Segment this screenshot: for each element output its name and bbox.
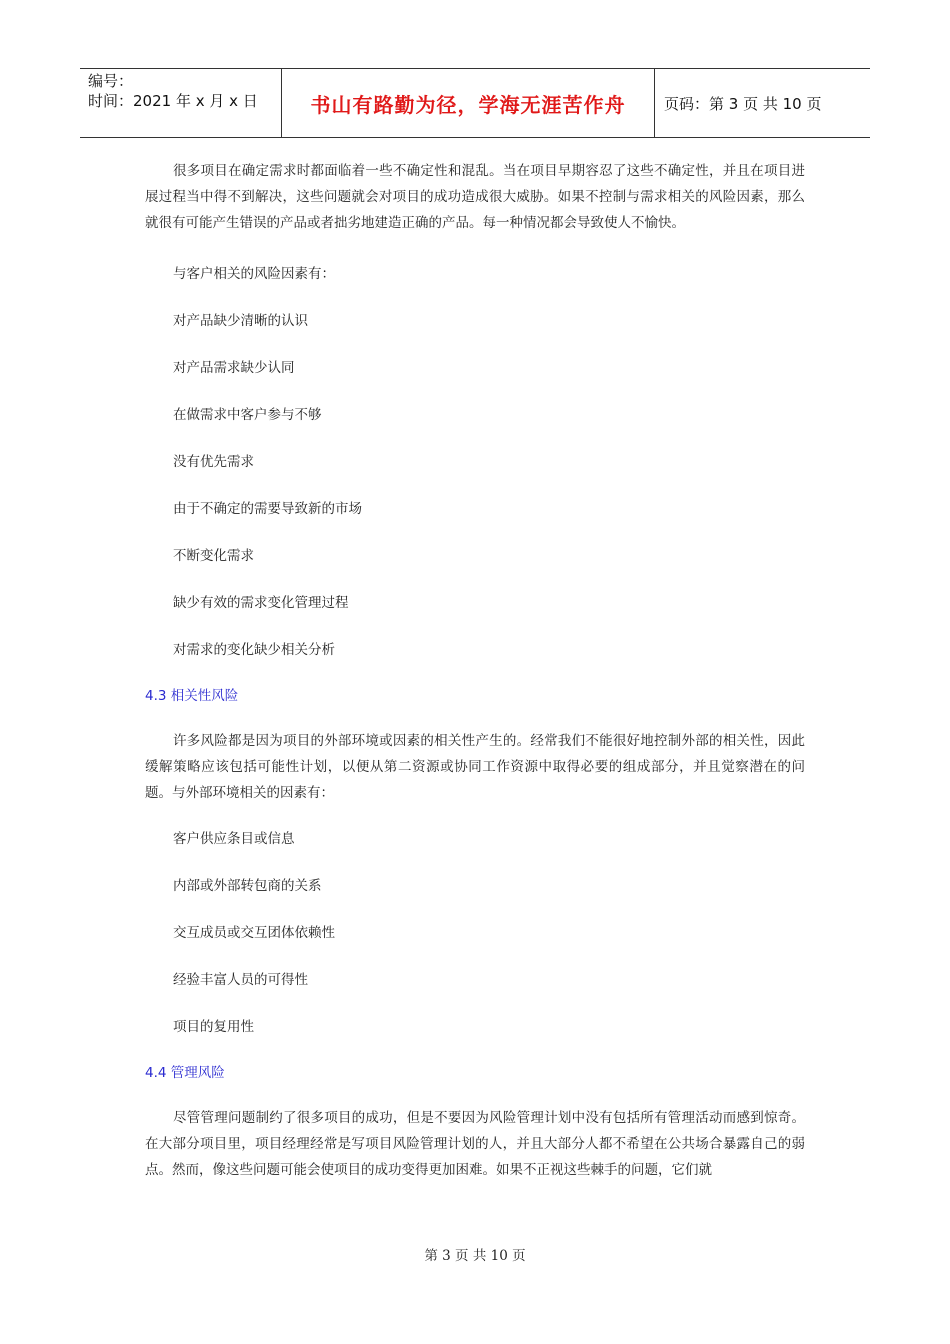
paragraph-dependency-risk: 许多风险都是因为项目的外部环境或因素的相关性产生的。经常我们不能很好地控制外部的相关性，因此缓解策略应该包括可能性计划，以便从第二资源或协同工作资源中取得必要的组成部分，并且觉察潜在的问题。与外部环境相关的因素有： [145,733,805,801]
customer-risks-intro: 与客户相关的风险因素有： [173,266,335,282]
section-number: 4.4 [145,1065,167,1081]
header-page-info: 页码：第 3 页 共 10 页 [664,94,822,113]
document-number-label: 编号： [88,72,134,90]
list-item: 客户供应条目或信息 [173,831,295,847]
paragraph-management-risk: 尽管管理问题制约了很多项目的成功，但是不要因为风险管理计划中没有包括所有管理活动而感到惊奇。在大部分项目里，项目经理经常是写项目风险管理计划的人，并且大部分人都不希望在公共场合暴露自己的弱点。然而，像这些问题可能会使项目的成功变得更加困难。如果不正视这些棘手的问题，它们就 [145,1110,805,1178]
section-title: 管理风险 [170,1065,225,1081]
section-number: 4.3 [145,688,167,704]
list-item: 不断变化需求 [173,548,254,564]
document-body [145,158,805,1183]
paragraph-requirements-uncertainty: 很多项目在确定需求时都面临着一些不确定性和混乱。当在项目早期容忍了这些不确定性，并且在项目进展过程当中得不到解决，这些问题就会对项目的成功造成很大威胁。如果不控制与需求相关的风险因素，那么就很有可能产生错误的产品或者拙劣地建造正确的产品。每一种情况都会导致使人不愉快。 [145,163,805,231]
section-title: 相关性风险 [170,688,239,704]
section-heading-4-3 [145,683,805,709]
list-item: 项目的复用性 [173,1019,254,1035]
header-meta [80,69,282,137]
page-footer: 第 3 页 共 10 页 [424,1248,526,1264]
document-date-label: 时间：2021 年 x 月 x 日 [88,92,258,110]
list-item: 在做需求中客户参与不够 [173,407,322,423]
list-item: 对产品需求缺少认同 [173,360,295,376]
section-heading-4-4 [145,1060,805,1086]
list-item: 缺少有效的需求变化管理过程 [173,595,349,611]
list-item: 经验丰富人员的可得性 [173,972,308,988]
list-item: 由于不确定的需要导致新的市场 [173,501,362,517]
list-item: 对产品缺少清晰的认识 [173,313,308,329]
page-header [80,68,870,138]
list-item: 对需求的变化缺少相关分析 [173,642,335,658]
list-item: 没有优先需求 [173,454,254,470]
header-motto: 书山有路勤为径，学海无涯苦作舟 [282,69,655,137]
list-item: 交互成员或交互团体依赖性 [173,925,335,941]
list-item: 内部或外部转包商的关系 [173,878,322,894]
